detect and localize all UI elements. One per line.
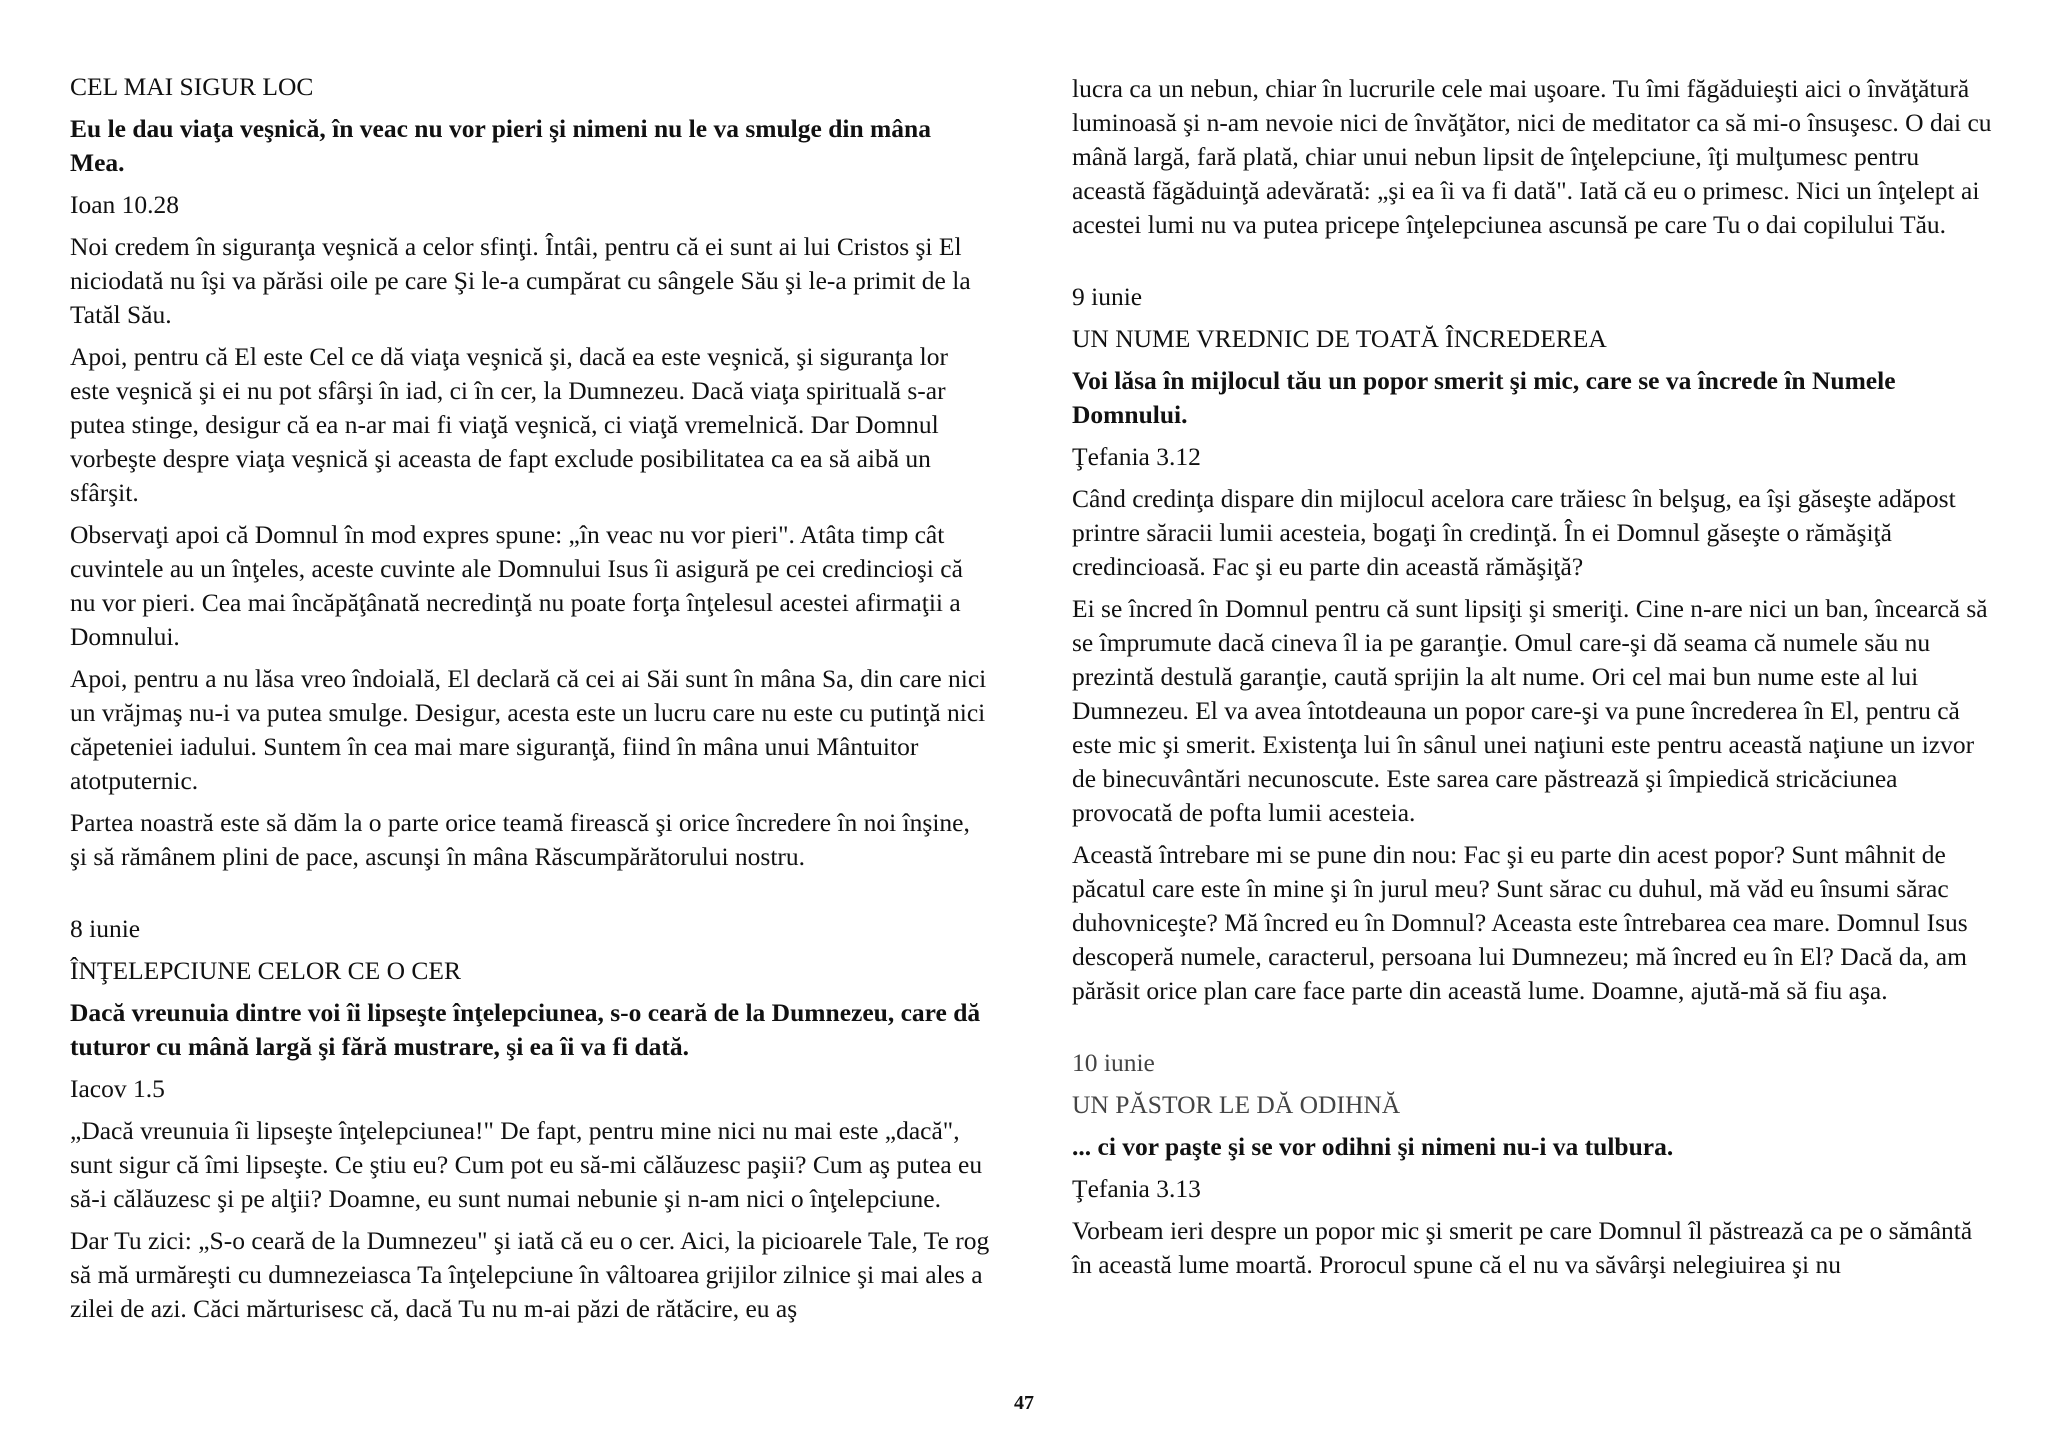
right-column xyxy=(1072,72,1992,1290)
paragraph: Apoi, pentru a nu lăsa vreo îndoială, El declară că cei ai Săi sunt în mâna Sa, din care nici un vrăjmaş nu-i va putea smulge. Desigur, acesta este un lucru care nu este cu putinţă nici căpeteniei iadului. Suntem în cea mai mare siguranţă, fiind în mâna unui Mântuitor atotputernic. xyxy=(70,664,987,795)
paragraph: Ei se încred în Domnul pentru că sunt lipsiţi şi smeriţi. Cine n-are nici un ban, încearcă să se împrumute dacă cineva îl ia pe garanţie. Omul care-şi dă seama că numele său nu prezintă destulă garanţie, caută sprijin la alt nume. Ori cel mai bun nume este al lui Dumnezeu. El va avea întotdeauna un popor care-şi va pune încrederea în El, pentru că este mic şi smerit. Existenţa lui în sânul unei naţiuni este pentru această naţiune un izvor de binecuvântări necunoscute. Este sarea care păstrează şi împiedică stricăciunea provocată de pofta lumii acesteia. xyxy=(1072,594,1988,827)
section-title: UN NUME VREDNIC DE TOATĂ ÎNCREDEREA xyxy=(1072,324,1607,353)
section-date: 8 iunie xyxy=(70,914,141,943)
section-title: UN PĂSTOR LE DĂ ODIHNĂ xyxy=(1072,1090,1401,1119)
section-date: 10 iunie xyxy=(1072,1048,1155,1077)
devotional-section xyxy=(1072,1046,1992,1282)
scripture-reference: Ţefania 3.12 xyxy=(1072,442,1201,471)
scripture-reference: Iacov 1.5 xyxy=(70,1074,165,1103)
devotional-section xyxy=(70,70,990,874)
devotional-section xyxy=(70,912,990,1326)
paragraph: Când credinţa dispare din mijlocul acelora care trăiesc în belşug, ea îşi găseşte adăpost printre săracii lumii acesteia, bogaţi în credinţă. În ei Domnul găseşte o rămăşiţă credincioasă. Fac şi eu parte din această rămăşiţă? xyxy=(1072,484,1956,581)
scripture-verse: Voi lăsa în mijlocul tău un popor smerit şi mic, care se va încrede în Numele Domnului. xyxy=(1072,366,1896,429)
continued-paragraph: lucra ca un nebun, chiar în lucrurile cele mai uşoare. Tu îmi făgăduieşti aici o învăţătură luminoasă şi n-am nevoie nici de învăţător, nici de meditator ca să mi-o însuşesc. O dai cu mână largă, fară plată, chiar unui nebun lipsit de înţelepciune, îţi mulţumesc pentru această făgăduinţă adevărată: „şi ea îi va fi dată". Iată că eu o primesc. Nici un înţelept ai acestei lumi nu va putea pricepe înţelepciunea ascunsă pe care Tu o dai copilului Tău. xyxy=(1072,74,1992,239)
paragraph: Partea noastră este să dăm la o parte orice teamă firească şi orice încredere în noi înşine, şi să rămânem plini de pace, ascunşi în mâna Răscumpărătorului nostru. xyxy=(70,808,970,871)
section-date: 9 iunie xyxy=(1072,282,1143,311)
scripture-reference: Ioan 10.28 xyxy=(70,190,180,219)
scripture-verse: Dacă vreunuia dintre voi îi lipseşte înţelepciunea, s-o ceară de la Dumnezeu, care dă tuturor cu mână largă şi fără mustrare, şi ea îi va fi dată. xyxy=(70,998,981,1061)
page-number: 47 xyxy=(1014,1392,1034,1414)
paragraph: Observaţi apoi că Domnul în mod expres spune: „în veac nu vor pieri". Atâta timp cât cuvintele au un înţeles, aceste cuvinte ale Domnului Isus îi asigură pe cei credincioşi că nu vor pieri. Cea mai încăpăţânată necredinţă nu poate forţa înţelesul acestei afirmaţii a Domnului. xyxy=(70,520,963,651)
scripture-verse: ... ci vor paşte şi se vor odihni şi nimeni nu-i va tulbura. xyxy=(1072,1132,1674,1161)
section-title: ÎNŢELEPCIUNE CELOR CE O CER xyxy=(70,956,461,985)
scripture-reference: Ţefania 3.13 xyxy=(1072,1174,1201,1203)
paragraph: Această întrebare mi se pune din nou: Fac şi eu parte din acest popor? Sunt mâhnit de păcatul care este în mine şi în jurul meu? Sunt sărac cu duhul, mă văd eu însumi sărac duhovniceşte? Mă încred eu în Domnul? Aceasta este întrebarea cea mare. Domnul Isus descoperă numele, caracterul, persoana lui Dumnezeu; mă încred eu în El? Dacă da, am părăsit orice plan care face parte din această lume. Doamne, ajută-mă să fiu aşa. xyxy=(1072,840,1968,1005)
devotional-section xyxy=(1072,280,1992,1008)
paragraph: Vorbeam ieri despre un popor mic şi smerit pe care Domnul îl păstrează ca pe o sământă în această lume moartă. Prorocul spune că el nu va săvârşi nelegiuirea şi nu xyxy=(1072,1216,1973,1279)
paragraph: Apoi, pentru că El este Cel ce dă viaţa veşnică şi, dacă ea este veşnică, şi siguranţa lor este veşnică şi ei nu pot sfârşi în iad, ci în cer, la Dumnezeu. Dacă viaţa spirituală s-ar putea stinge, desigur că ea n-ar mai fi viaţă veşnică, ci viaţă vremelnică. Dar Domnul vorbeşte despre viaţa veşnică şi aceasta de fapt exclude posibilitatea ca ea să aibă un sfârşit. xyxy=(70,342,948,507)
left-column xyxy=(70,70,990,1334)
scripture-verse: Eu le dau viaţa veşnică, în veac nu vor pieri şi nimeni nu le va smulge din mâna Mea. xyxy=(70,114,931,177)
section-title: CEL MAI SIGUR LOC xyxy=(70,72,314,101)
paragraph: Dar Tu zici: „S-o ceară de la Dumnezeu" şi iată că eu o cer. Aici, la picioarele Tale, Te rog să mă urmăreşti cu dumnezeiasca Ta înţelepciune în vâltoarea grijilor zilnice şi mai ales a zilei de azi. Căci mărturisesc că, dacă Tu nu m-ai păzi de rătăcire, eu aş xyxy=(70,1226,990,1323)
paragraph: „Dacă vreunuia îi lipseşte înţelepciunea!" De fapt, pentru mine nici nu mai este „dacă", sunt sigur că îmi lipseşte. Ce ştiu eu? Cum pot eu să-mi călăuzesc paşii? Cum aş putea eu să-i călăuzesc şi pe alţii? Doamne, eu sunt numai nebunie şi n-am nici o înţelepciune. xyxy=(70,1116,983,1213)
paragraph: Noi credem în siguranţa veşnică a celor sfinţi. Întâi, pentru că ei sunt ai lui Cristos şi El niciodată nu îşi va părăsi oile pe care Şi le-a cumpărat cu sângele Său şi le-a primit de la Tatăl Său. xyxy=(70,232,971,329)
